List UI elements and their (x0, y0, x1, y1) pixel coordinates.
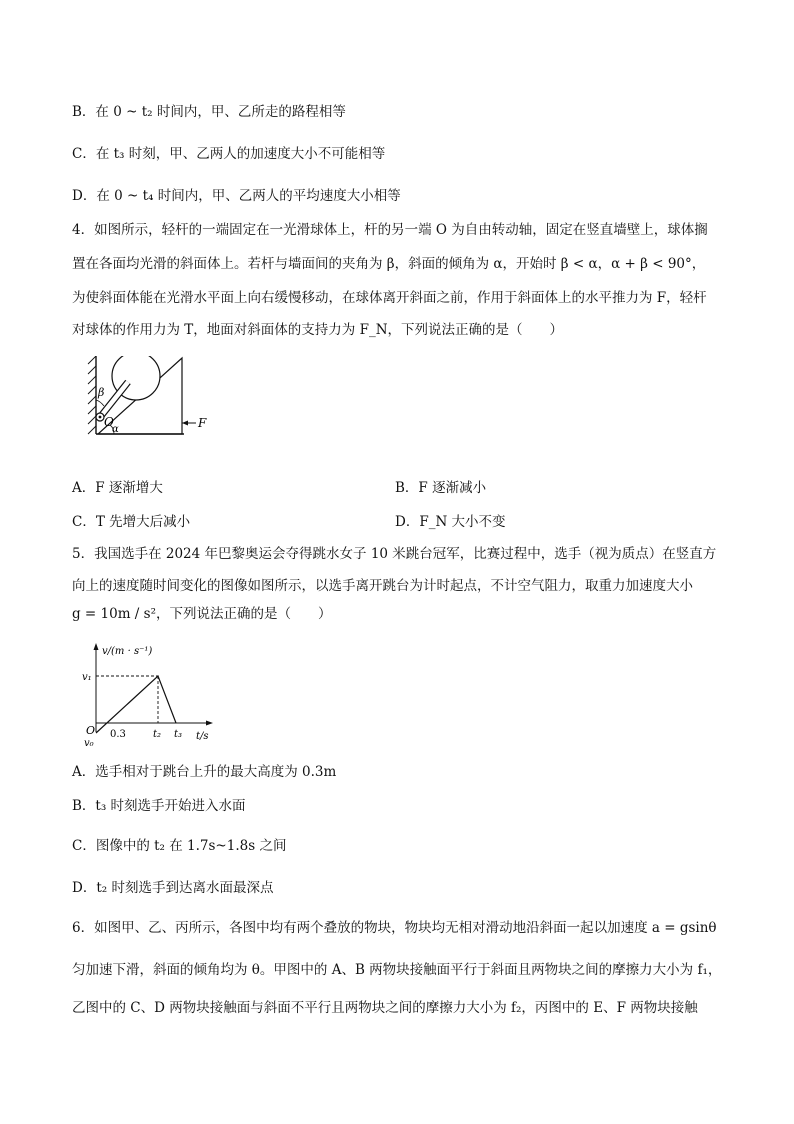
q4-label-o: O (104, 415, 114, 429)
prev-option-b: B．在 0 ~ t₂ 时间内，甲、乙所走的路程相等 (72, 104, 346, 120)
q4-label-alpha: α (112, 424, 119, 435)
q5-option-d: D．t₂ 时刻选手到达离水面最深点 (72, 880, 274, 896)
prev-option-d: D．在 0 ~ t₄ 时间内，甲、乙两人的平均速度大小相等 (72, 188, 401, 204)
q5-option-c: C．图像中的 t₂ 在 1.7s~1.8s 之间 (72, 838, 287, 854)
q4-figure (84, 356, 224, 440)
q5-graph-t3: t₃ (174, 729, 183, 740)
prev-option-c: C．在 t₃ 时刻，甲、乙两人的加速度大小不可能相等 (72, 146, 386, 162)
q5-graph-xlabel: t/s (196, 731, 209, 742)
q5-graph-x-0-3: 0.3 (110, 729, 126, 740)
q4-label-f: F (198, 416, 207, 430)
q5-option-b: B．t₃ 时刻选手开始进入水面 (72, 798, 246, 814)
q6-stem-line-1: 6．如图甲、乙、丙所示，各图中均有两个叠放的物块，物块均无相对滑动地沿斜面一起以加速度 a = gsinθ (72, 920, 717, 936)
q5-graph-t2: t₂ (153, 729, 162, 740)
q5-vt-graph (80, 640, 230, 755)
q5-stem-line-3: g = 10m / s²，下列说法正确的是（ ） (72, 606, 332, 622)
q6-stem-line-2: 匀加速下滑，斜面的倾角均为 θ。甲图中的 A、B 两物块接触面平行于斜面且两物块之间的摩擦力大小为 f₁， (72, 962, 722, 978)
q6-stem-line-3: 乙图中的 C、D 两物块接触面与斜面不平行且两物块之间的摩擦力大小为 f₂，丙图中的 E、F 两物块接触 (72, 1000, 698, 1016)
q4-option-b: B．F 逐渐减小 (395, 480, 487, 496)
q5-graph-origin: O (86, 724, 96, 737)
q5-option-a: A．选手相对于跳台上升的最大高度为 0.3m (72, 764, 337, 780)
q4-option-c: C．T 先增大后减小 (72, 514, 191, 530)
q4-stem-line-2: 置在各面均光滑的斜面体上。若杆与墙面间的夹角为 β，斜面的倾角为 α，开始时 β < α，α + β < 90°， (72, 256, 706, 272)
q4-label-beta: β (98, 386, 105, 399)
q4-stem-line-1: 4．如图所示，轻杆的一端固定在一光滑球体上，杆的另一端 O 为自由转动轴，固定在竖直墙壁上，球体搁 (72, 222, 708, 238)
q5-graph-v1: v₁ (82, 672, 92, 683)
q5-graph-ylabel: v/(m · s⁻¹) (102, 646, 153, 657)
q4-option-a: A．F 逐渐增大 (72, 480, 163, 496)
q4-stem-line-3: 为使斜面体能在光滑水平面上向右缓慢移动，在球体离开斜面之前，作用于斜面体上的水平推力为 F，轻杆 (72, 290, 707, 306)
q5-stem-line-1: 5．我国选手在 2024 年巴黎奥运会夺得跳水女子 10 米跳台冠军，比赛过程中，选手（视为质点）在竖直方 (72, 546, 717, 562)
q5-graph-v0: v₀ (84, 738, 94, 749)
q4-stem-line-4: 对球体的作用力为 T，地面对斜面体的支持力为 F_N，下列说法正确的是（ ） (72, 322, 564, 338)
q5-stem-line-2: 向上的速度随时间变化的图像如图所示，以选手离开跳台为计时起点，不计空气阻力，取重力加速度大小 (72, 578, 693, 594)
q4-option-d: D．F_N 大小不变 (395, 514, 506, 530)
